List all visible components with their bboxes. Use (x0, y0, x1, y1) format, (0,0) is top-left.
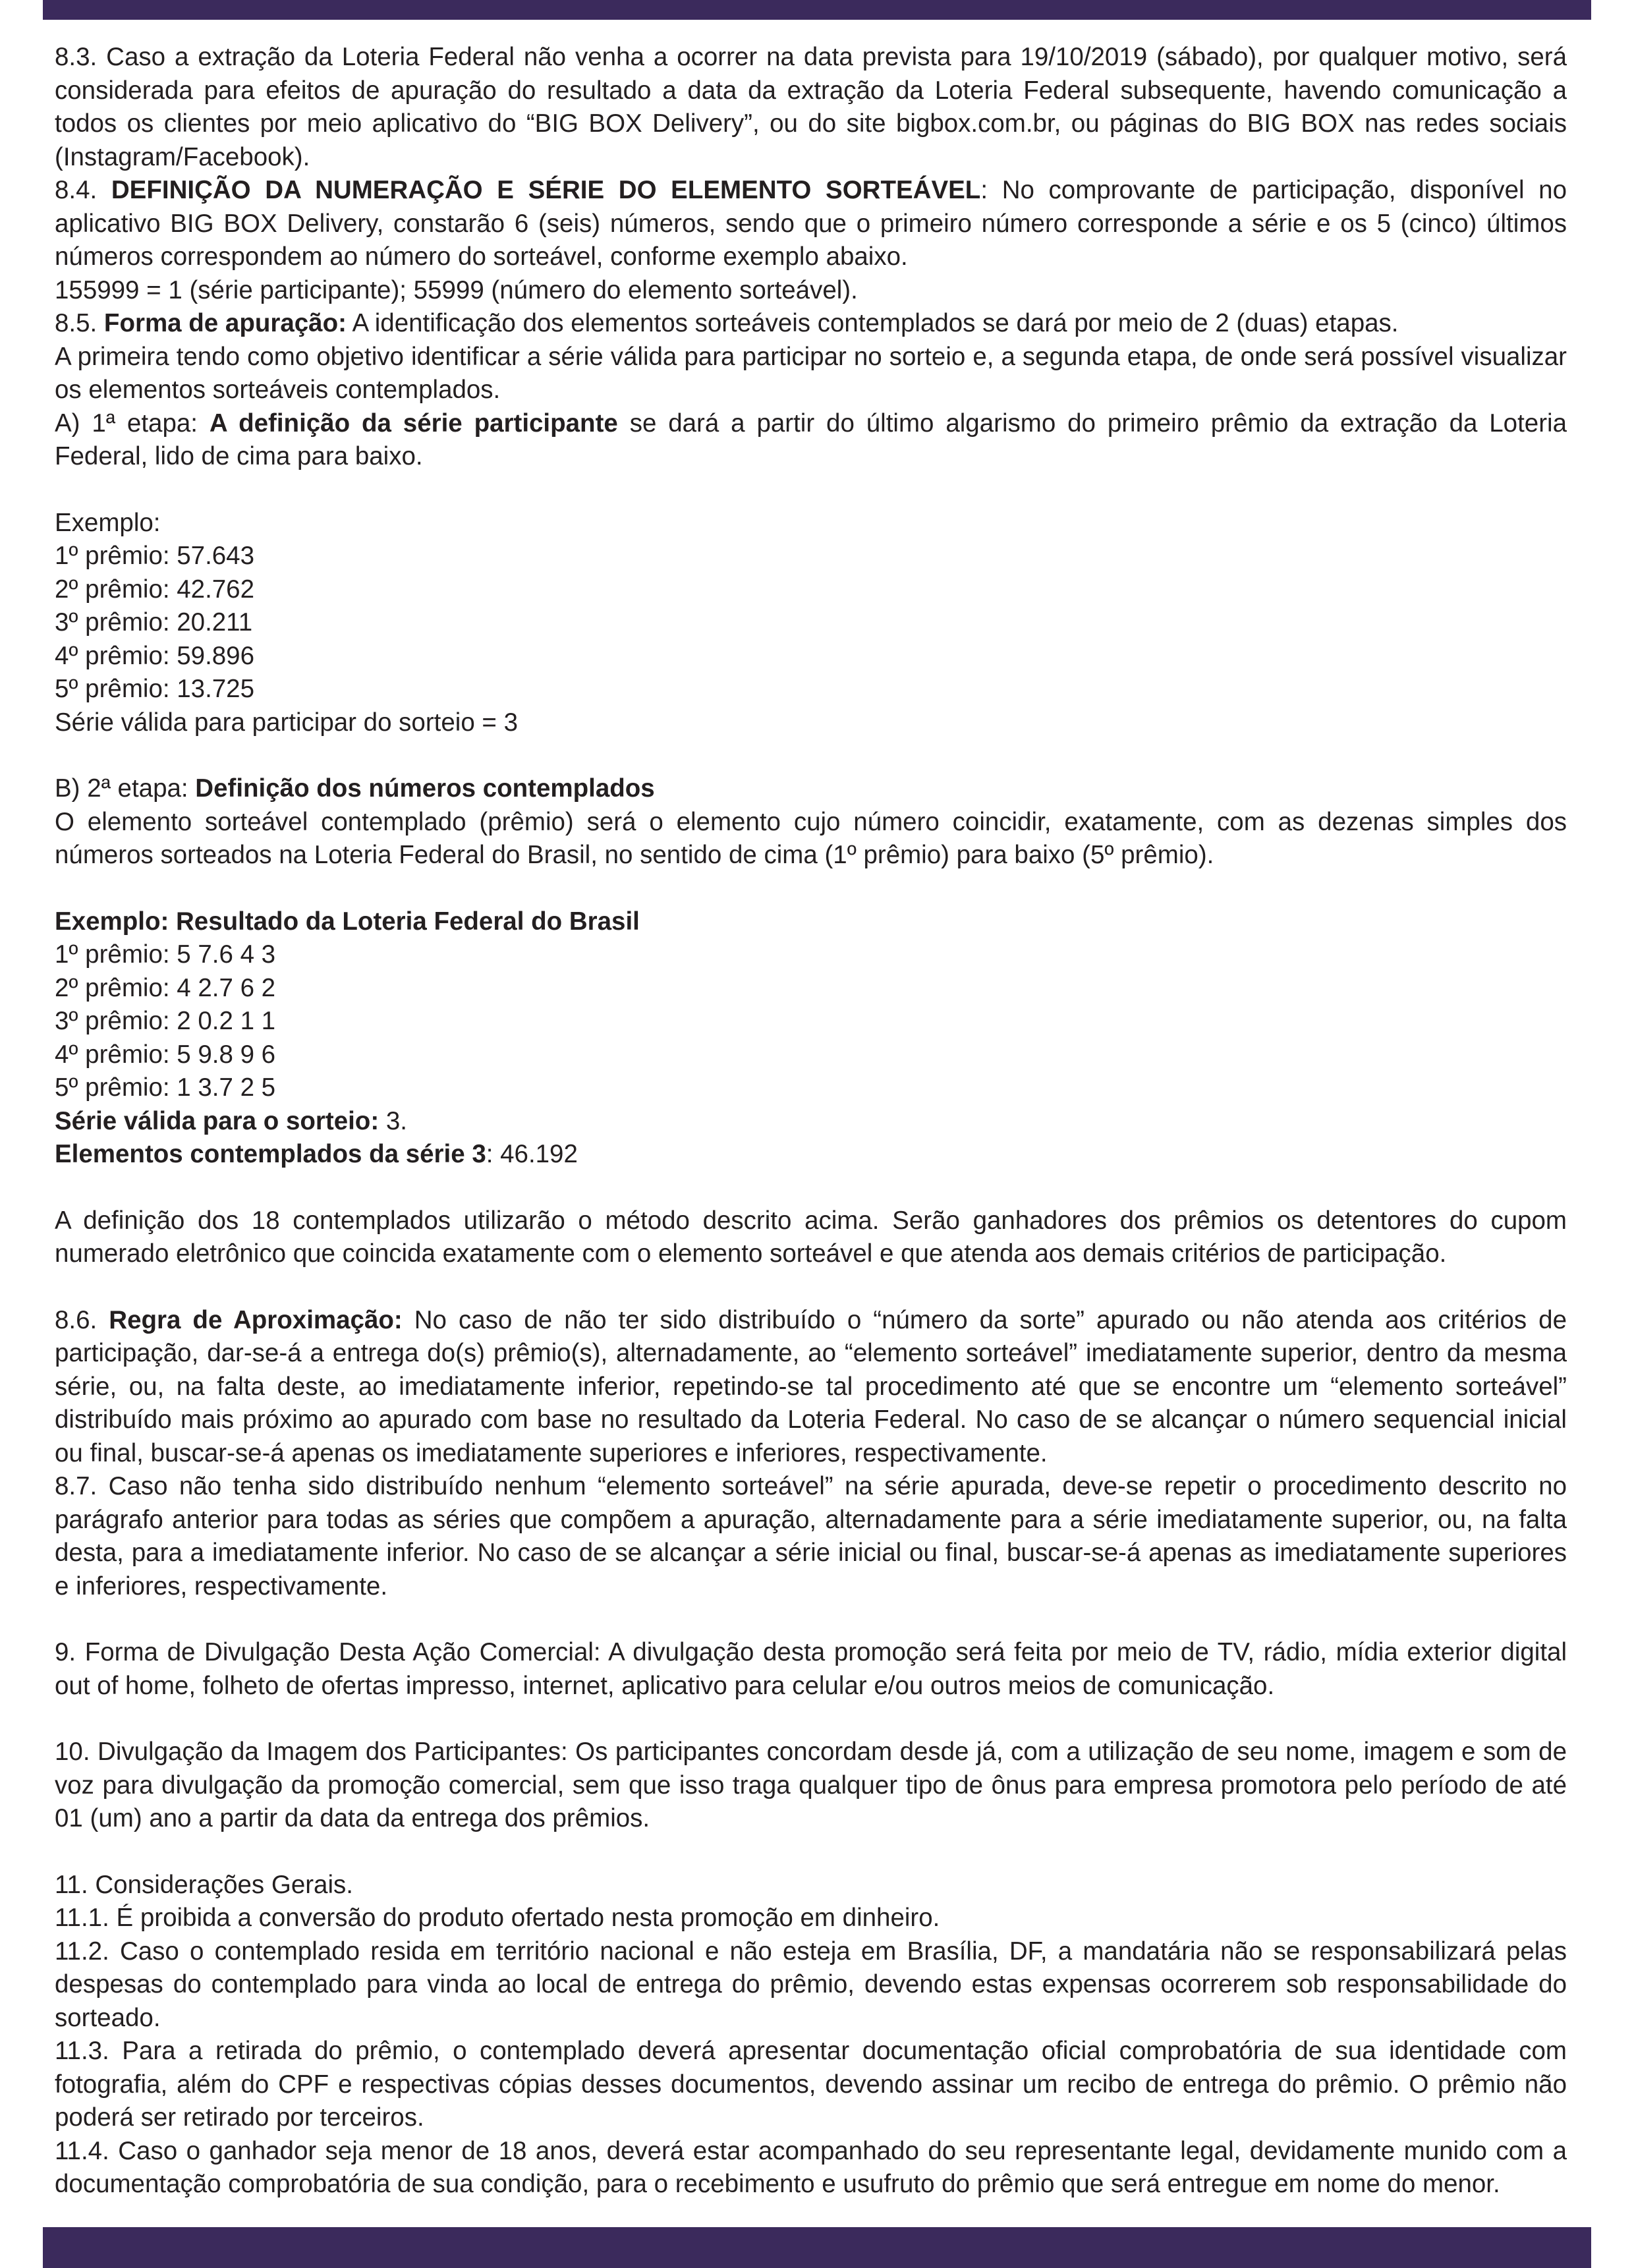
para-11-2: 11.2. Caso o contemplado resida em território nacional e não esteja em Brasília, DF, a mandatária não se responsabilizará pelas despesas do contemplado para vinda ao local de entrega do prêmio, devendo estas expensas ocorrerem sob responsabilidade do sorteado. (55, 1937, 1567, 2032)
step-a: A) 1ª etapa: A definição da série participante se dará a partir do último algarismo do primeiro prêmio da extração da Loteria Federal, lido de cima para baixo. (55, 409, 1567, 470)
para-11-1: 11.1. É proibida a conversão do produto ofertado nesta promoção em dinheiro. (55, 1904, 940, 1932)
example2-elements: Elementos contemplados da série 3: 46.192 (55, 1140, 578, 1168)
example1-line-1: 1º prêmio: 57.643 (55, 542, 254, 570)
section-9: 9. Forma de Divulgação Desta Ação Comercial: A divulgação desta promoção será feita por meio de TV, rádio, mídia exterior digital out of home, folheto de ofertas impresso, internet, aplicativo para celular e/ou outros meios de comunicação. (55, 1638, 1567, 1700)
example1-heading: Exemplo: (55, 508, 161, 537)
example2-line-1: 1º prêmio: 5 7.6 4 3 (55, 940, 276, 969)
top-banner-bar (43, 0, 1591, 20)
para-8-4: 8.4. DEFINIÇÃO DA NUMERAÇÃO E SÉRIE DO ELEMENTO SORTEÁVEL: No comprovante de participação, disponível no aplicativo BIG BOX Delivery, constarão 6 (seis) números, sendo que o primeiro número corresponde a série e os 5 (cinco) últimos números correspondem ao número do sorteável, conforme exemplo abaixo. (55, 176, 1567, 271)
example2-line-5: 5º prêmio: 1 3.7 2 5 (55, 1073, 276, 1102)
example2-line-4: 4º prêmio: 5 9.8 9 6 (55, 1040, 276, 1069)
para-11-3: 11.3. Para a retirada do prêmio, o contemplado deverá apresentar documentação oficial comprobatória de sua identidade com fotografia, além do CPF e respectivas cópias desses documentos, devendo assinar um recibo de entrega do prêmio. O prêmio não poderá ser retirado por terceiros. (55, 2037, 1567, 2132)
example2-line-3: 3º prêmio: 2 0.2 1 1 (55, 1007, 276, 1035)
example2-heading: Exemplo: Resultado da Loteria Federal do Brasil (55, 907, 640, 936)
definition-paragraph: A definição dos 18 contemplados utilizarão o método descrito acima. Serão ganhadores dos prêmios os detentores do cupom numerado eletrônico que coincida exatamente com o elemento sorteável e que atenda aos demais critérios de participação. (55, 1206, 1567, 1268)
section-10: 10. Divulgação da Imagem dos Participantes: Os participantes concordam desde já, com a utilização de seu nome, imagem e som de voz para divulgação da promoção comercial, sem que isso traga qualquer tipo de ônus para empresa promotora pelo período de até 01 (um) ano a partir da data da entrega dos prêmios. (55, 1738, 1567, 1832)
para-8-7: 8.7. Caso não tenha sido distribuído nenhum “elemento sorteável” na série apurada, deve-se repetir o procedimento descrito no parágrafo anterior para todas as séries que compõem a apuração, alternadamente para a série imediatamente superior, ou, na falta desta, para a imediatamente inferior. No caso de se alcançar a série inicial ou final, buscar-se-á apenas as imediatamente superiores e inferiores, respectivamente. (55, 1472, 1567, 1601)
example1-line-4: 4º prêmio: 59.896 (55, 641, 254, 670)
example2-line-2: 2º prêmio: 4 2.7 6 2 (55, 973, 276, 1002)
step-b-text: O elemento sorteável contemplado (prêmio) será o elemento cujo número coincidir, exatamente, com as dezenas simples dos números sorteados na Loteria Federal do Brasil, no sentido de cima (1º prêmio) para baixo (5º prêmio). (55, 807, 1567, 869)
para-8-5-description: A primeira tendo como objetivo identificar a série válida para participar no sorteio e, a segunda etapa, de onde será possível visualizar os elementos sorteáveis contemplados. (55, 342, 1567, 404)
step-b-heading: B) 2ª etapa: Definição dos números contemplados (55, 774, 655, 803)
para-8-3: 8.3. Caso a extração da Loteria Federal não venha a ocorrer na data prevista para 19/10/2019 (sábado), por qualquer motivo, será considerada para efeitos de apuração do resultado a data da extração da Loteria Federal subsequente, havendo comunicação a todos os clientes por meio aplicativo do “BIG BOX Delivery”, ou do site bigbox.com.br, ou páginas do BIG BOX nas redes sociais (Instagram/Facebook). (55, 43, 1567, 171)
example1-line-2: 2º prêmio: 42.762 (55, 575, 254, 604)
regulation-document (55, 41, 1567, 2201)
para-8-5: 8.5. Forma de apuração: A identificação dos elementos sorteáveis contemplados se dará por meio de 2 (duas) etapas. (55, 309, 1399, 337)
para-8-6: 8.6. Regra de Aproximação: No caso de não ter sido distribuído o “número da sorte” apurado ou não atenda aos critérios de participação, dar-se-á a entrega do(s) prêmio(s), alternadamente, ao “elemento sorteável” imediatamente superior, dentro da mesma série, ou, na falta deste, ao imediatamente inferior, repetindo-se tal procedimento até que se encontre um “elemento sorteável” distribuído mais próximo ao apurado com base no resultado da Loteria Federal. No caso de se alcançar o número sequencial inicial ou final, buscar-se-á apenas os imediatamente superiores e inferiores, respectivamente. (55, 1305, 1567, 1467)
para-11-4: 11.4. Caso o ganhador seja menor de 18 anos, deverá estar acompanhado do seu representante legal, devidamente munido com a documentação comprobatória de sua condição, para o recebimento e usufruto do prêmio que será entregue em nome do menor. (55, 2136, 1567, 2198)
para-8-4-example: 155999 = 1 (série participante); 55999 (número do elemento sorteável). (55, 275, 858, 304)
example1-line-5: 5º prêmio: 13.725 (55, 675, 254, 703)
example1-line-3: 3º prêmio: 20.211 (55, 608, 253, 637)
bottom-banner-bar (43, 2227, 1591, 2268)
example2-serie: Série válida para o sorteio: 3. (55, 1106, 407, 1135)
section-11-heading: 11. Considerações Gerais. (55, 1870, 353, 1899)
example1-result: Série válida para participar do sorteio = 3 (55, 708, 519, 737)
